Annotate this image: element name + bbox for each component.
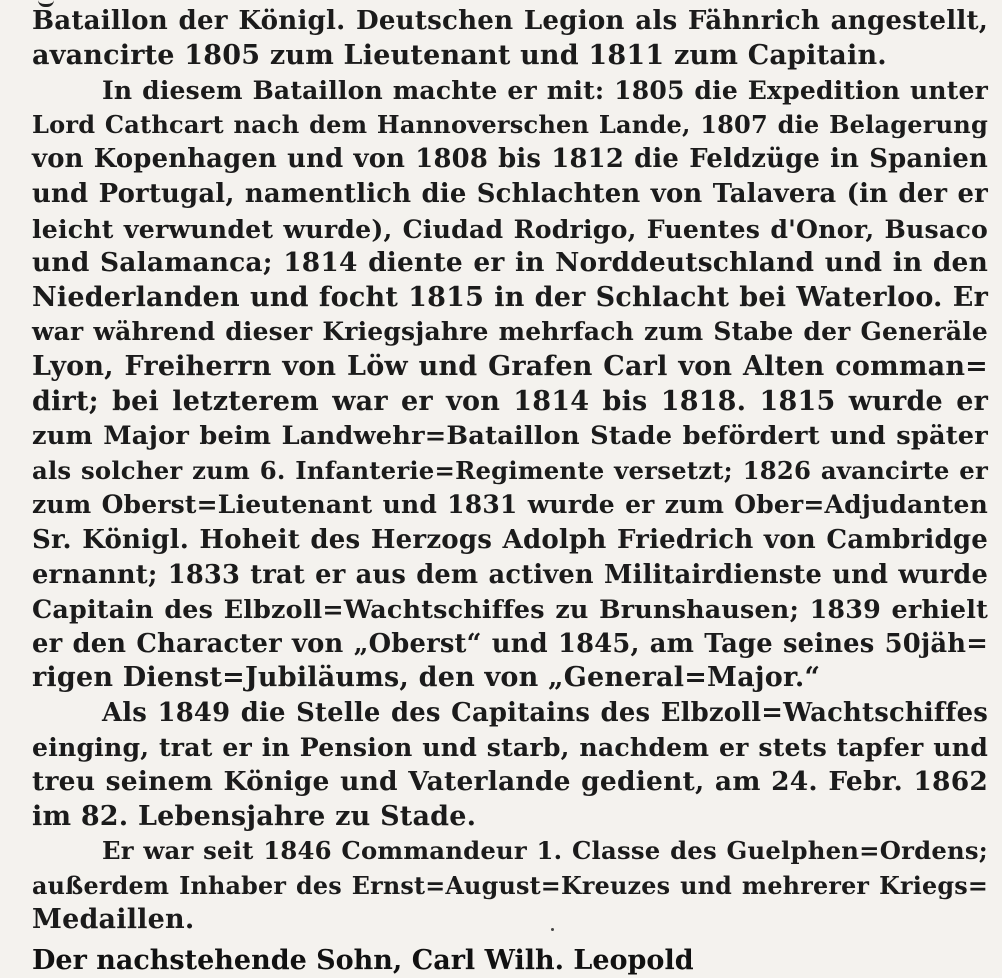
text-line: war während dieser Kriegsjahre mehrfach zum Stabe der Generäle xyxy=(32,317,988,347)
text-line: rigen Dienst=Jubiläums, den von „General=Major.“ xyxy=(32,662,821,694)
text-line: als solcher zum 6. Infanterie=Regimente versetzt; 1826 avancirte er xyxy=(32,455,988,485)
text-line: und Salamanca; 1814 diente er in Norddeutschland und in den xyxy=(32,247,988,279)
cut-off-next-line: Der nachstehende Sohn, Carl Wilh. Leopold xyxy=(32,945,694,976)
text-line: Niederlanden und focht 1815 in der Schlacht bei Waterloo. Er xyxy=(32,281,988,313)
body-text xyxy=(32,4,988,938)
text-line: leicht verwundet wurde), Ciudad Rodrigo, Fuentes d'Onor, Busaco xyxy=(32,213,988,244)
text-line: er den Character von „Oberst“ und 1845, am Tage seines 50jäh= xyxy=(32,628,988,659)
text-line: Er war seit 1846 Commandeur 1. Classe des Guelphen=Ordens; xyxy=(102,836,988,866)
text-line: außerdem Inhaber des Ernst=August=Kreuzes und mehrerer Kriegs= xyxy=(32,871,988,900)
text-line: einging, trat er in Pension und starb, nachdem er stets tapfer und xyxy=(32,732,988,763)
text-line: im 82. Lebensjahre zu Stade. xyxy=(32,800,477,832)
text-line: und Portugal, namentlich die Schlachten von Talavera (in der er xyxy=(32,178,988,209)
text-line: treu seinem Könige und Vaterlande gedient, am 24. Febr. 1862 xyxy=(32,766,988,798)
text-line: Sr. Königl. Hoheit des Herzogs Adolph Friedrich von Cambridge xyxy=(32,524,988,555)
text-line: zum Oberst=Lieutenant und 1831 wurde er zum Ober=Adjudanten xyxy=(32,490,988,520)
text-line: Lord Cathcart nach dem Hannoverschen Lande, 1807 die Belagerung xyxy=(32,109,988,139)
print-speck xyxy=(551,928,554,931)
text-line: In diesem Bataillon machte er mit: 1805 die Expedition unter xyxy=(102,75,988,106)
text-line: ernannt; 1833 trat er aus dem activen Militairdienste und wurde xyxy=(32,559,988,590)
text-line: von Kopenhagen und von 1808 bis 1812 die Feldzüge in Spanien xyxy=(32,144,988,175)
text-line: Lyon, Freiherrn von Löw und Grafen Carl von Alten comman= xyxy=(32,350,988,382)
text-line: zum Major beim Landwehr=Bataillon Stade befördert und später xyxy=(32,421,988,452)
text-line: Bataillon der Königl. Deutschen Legion als Fähnrich angestellt, xyxy=(32,5,988,36)
text-line: Medaillen. xyxy=(32,904,195,936)
text-line: Capitain des Elbzoll=Wachtschiffes zu Brunshausen; 1839 erhielt xyxy=(32,594,988,625)
text-line: avancirte 1805 zum Lieutenant und 1811 zum Capitain. xyxy=(32,39,887,71)
text-line: dirt; bei letzterem war er von 1814 bis 1818. 1815 wurde er xyxy=(32,385,988,417)
text-line: Als 1849 die Stelle des Capitains des Elbzoll=Wachtschiffes xyxy=(102,697,988,728)
